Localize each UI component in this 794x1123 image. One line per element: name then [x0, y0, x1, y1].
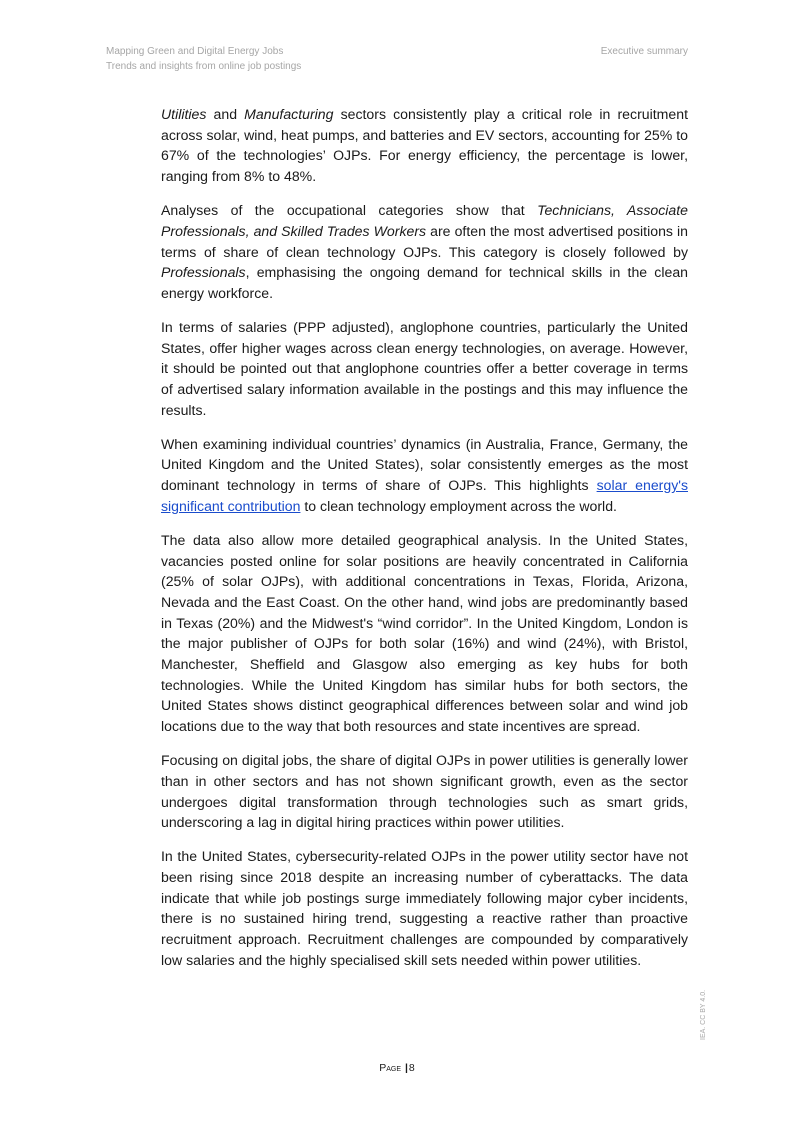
paragraph-1 [161, 104, 688, 187]
emphasis-manufacturing: Manufacturing [244, 106, 334, 122]
paragraph-4 [161, 434, 688, 517]
page-label: Page [379, 1062, 402, 1074]
document-title: Mapping Green and Digital Energy Jobs [106, 46, 284, 57]
text-run: sectors consistently play a critical role in recruitment across solar, wind, heat pumps, and batteries and EV sectors, accounting for 25% to 67% of the technologies’ OJPs. For energy efficiency, the percentage is lower, ranging from 8% to 48%. [161, 106, 688, 185]
document-subtitle: Trends and insights from online job postings [106, 61, 302, 72]
page-number: 8 [408, 1062, 415, 1074]
emphasis-utilities: Utilities [161, 106, 207, 122]
body-text [161, 104, 688, 984]
emphasis-technicians: Technicians, Associate Professionals, and Skilled Trades Workers [161, 202, 688, 239]
text-run: and [206, 106, 245, 122]
solar-energy-link[interactable]: solar energy's significant contribution [161, 477, 688, 514]
text-run: When examining individual countries’ dynamics (in Australia, France, Germany, the United Kingdom and the United States), solar consistently emerges as the most dominant technology in terms of share of OJPs. This highlights [161, 435, 688, 494]
paragraph-5: The data also allow more detailed geographical analysis. In the United States, vacancies posted online for solar positions are heavily concentrated in California (25% of solar OJPs), with additional concentrations in Texas, Florida, Arizona, Nevada and the East Coast. On the other hand, wind jobs are predominantly based in Texas (20%) and the Midwest's “wind corridor”. In the United Kingdom, London is the major publisher of OJPs for both solar (16%) and wind (24%), with Bristol, Manchester, Sheffield and Glasgow also emerging as key hubs for both technologies. While the United Kingdom has similar hubs for both sectors, the United States shows distinct geographical differences between solar and wind job locations due to the way that both resources and state incentives are spread. [161, 531, 688, 735]
text-run: , emphasising the ongoing demand for technical skills in the clean energy workforce. [161, 264, 688, 301]
paragraph-6: Focusing on digital jobs, the share of digital OJPs in power utilities is generally lower than in other sectors and has not shown significant growth, even as the sector undergoes digital transformation through technologies such as smart grids, underscoring a lag in digital hiring practices within power utilities. [161, 752, 688, 831]
text-run: to clean technology employment across the world. [300, 497, 617, 514]
paragraph-3: In terms of salaries (PPP adjusted), anglophone countries, particularly the United States, offer higher wages across clean energy technologies, on average. However, it should be pointed out that anglophone countries offer a better coverage in terms of advertised salary information available in the postings and this may influence the results. [161, 318, 688, 418]
license-note: IEA. CC BY 4.0. [700, 989, 707, 1040]
page-footer [0, 1062, 794, 1074]
section-title: Executive summary [600, 46, 688, 57]
header-left [106, 44, 301, 74]
emphasis-professionals: Professionals [161, 264, 246, 281]
paragraph-2 [161, 200, 688, 304]
text-run: are often the most advertised positions in terms of share of clean technology OJPs. This category is closely followed by [161, 222, 688, 260]
paragraph-7: In the United States, cybersecurity-related OJPs in the power utility sector have not been rising since 2018 despite an increasing number of cyberattacks. The data indicate that while job postings surge immediately following major cyber incidents, there is no sustained hiring trend, suggesting a reactive rather than proactive recruitment approach. Recruitment challenges are compounded by comparatively low salaries and the highly specialised skill sets needed within power utilities. [161, 848, 688, 968]
running-header [106, 44, 688, 74]
text-run: Analyses of the occupational categories show that [161, 202, 538, 219]
page-separator: | [404, 1062, 408, 1074]
